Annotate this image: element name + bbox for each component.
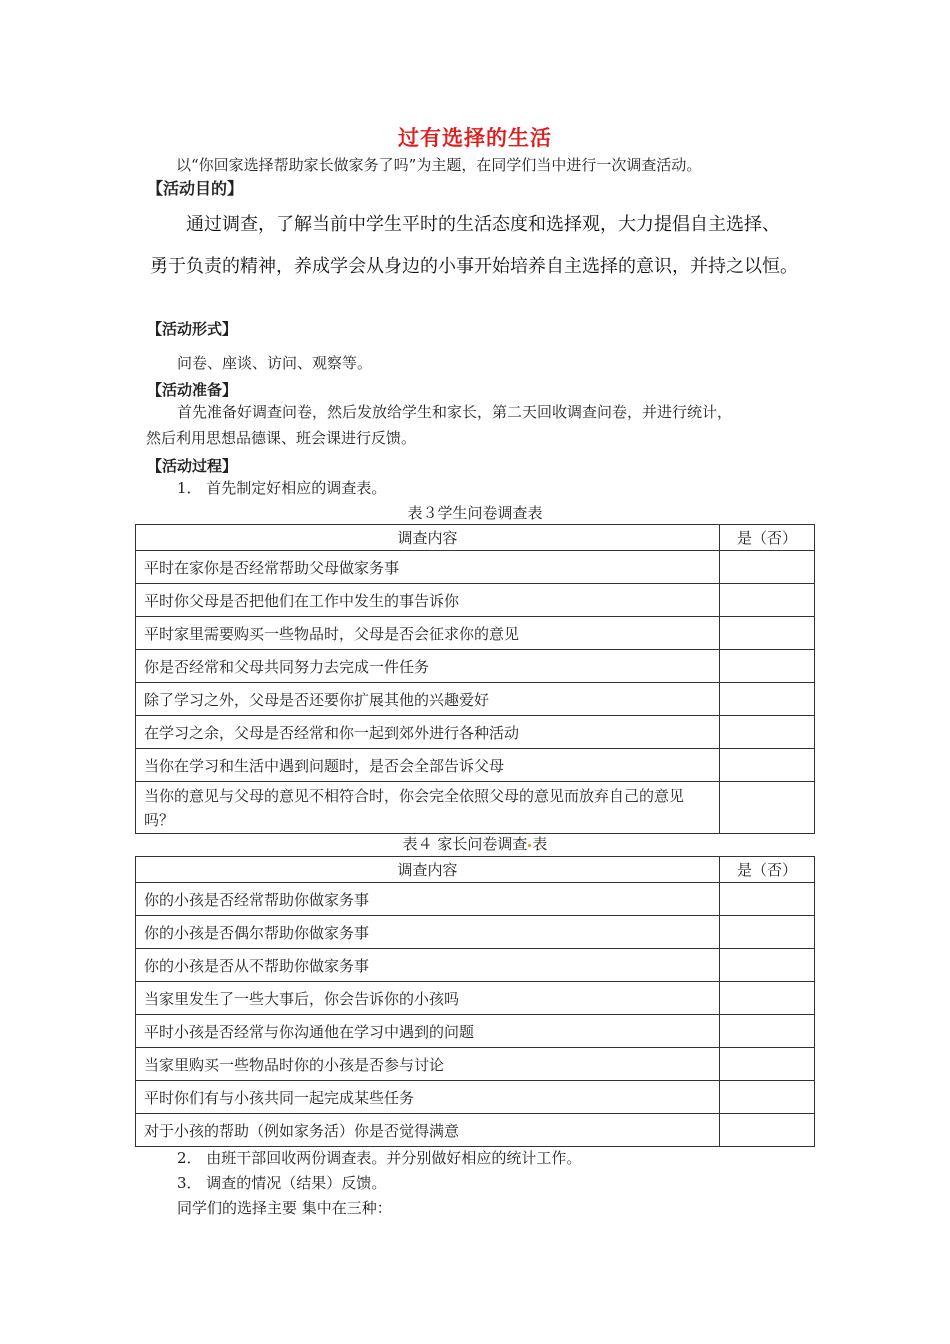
- intro-paragraph: 以“你回家选择帮助家长做家务了吗”为主题，在同学们当中进行一次调查活动。: [176, 156, 702, 174]
- prep-heading: 【活动准备】: [147, 381, 238, 399]
- table4-caption: [0, 833, 950, 854]
- header-content: 调查内容: [136, 525, 720, 551]
- process-step-2: 2． 由班干部回收两份调查表。并分别做好相应的统计工作。: [177, 1149, 582, 1167]
- process-heading: 【活动过程】: [147, 457, 238, 475]
- answer-cell[interactable]: [720, 617, 815, 650]
- question-cell: 你的小孩是否经常帮助你做家务事: [136, 883, 720, 916]
- question-cell: 平时家里需要购买一些物品时，父母是否会征求你的意见: [136, 617, 720, 650]
- question-cell: 对于小孩的帮助（例如家务活）你是否觉得满意: [136, 1114, 720, 1147]
- closing-line: 同学们的选择主要 集中在三种：: [177, 1199, 392, 1217]
- question-cell: 平时你父母是否把他们在工作中发生的事告诉你: [136, 584, 720, 617]
- question-cell: 你的小孩是否偶尔帮助你做家务事: [136, 916, 720, 949]
- table-row: [136, 617, 815, 650]
- purpose-text: [150, 204, 830, 288]
- answer-cell[interactable]: [720, 650, 815, 683]
- table-row: [136, 716, 815, 749]
- header-content: 调查内容: [136, 857, 720, 883]
- table-row: [136, 1015, 815, 1048]
- table3-caption: 表３学生问卷调查表: [407, 504, 543, 522]
- answer-cell[interactable]: [720, 1114, 815, 1147]
- table-row: [136, 949, 815, 982]
- purpose-line-2: 勇于负责的精神，养成学会从身边的小事开始培养自主选择的意识，并持之以恒。: [150, 256, 798, 277]
- table-row: [136, 1081, 815, 1114]
- question-cell: 当家里购买一些物品时你的小孩是否参与讨论: [136, 1048, 720, 1081]
- answer-cell[interactable]: [720, 749, 815, 782]
- table-header-row: [136, 525, 815, 551]
- purpose-heading: 【活动目的】: [147, 179, 244, 198]
- answer-cell[interactable]: [720, 551, 815, 584]
- table-row: [136, 1048, 815, 1081]
- answer-cell[interactable]: [720, 716, 815, 749]
- question-cell: 平时小孩是否经常与你沟通他在学习中遇到的问题: [136, 1015, 720, 1048]
- form-text: 问卷、座谈、访问、观察等。: [177, 354, 373, 372]
- process-step-1: 1． 首先制定好相应的调查表。: [177, 479, 387, 497]
- table-header-row: [136, 857, 815, 883]
- table-row: [136, 650, 815, 683]
- table-row: [136, 749, 815, 782]
- table4-caption-suffix: 表: [532, 835, 548, 853]
- question-cell: 你的小孩是否从不帮助你做家务事: [136, 949, 720, 982]
- table-row: [136, 782, 815, 834]
- header-answer: 是（否）: [720, 525, 815, 551]
- answer-cell[interactable]: [720, 949, 815, 982]
- question-cell: 平时你们有与小孩共同一起完成某些任务: [136, 1081, 720, 1114]
- document-title: 过有选择的生活: [398, 125, 552, 150]
- table-row: [136, 683, 815, 716]
- question-cell: 当家里发生了一些大事后，你会告诉你的小孩吗: [136, 982, 720, 1015]
- answer-cell[interactable]: [720, 1048, 815, 1081]
- table-row: [136, 982, 815, 1015]
- prep-line-2: 然后利用思想品德课、班会课进行反馈。: [146, 429, 417, 447]
- table4-caption-text: 表４ 家长问卷调查: [402, 835, 528, 853]
- question-cell: 除了学习之外，父母是否还要你扩展其他的兴趣爱好: [136, 683, 720, 716]
- question-cell: 你是否经常和父母共同努力去完成一件任务: [136, 650, 720, 683]
- table-row: [136, 1114, 815, 1147]
- question-cell: 平时在家你是否经常帮助父母做家务事: [136, 551, 720, 584]
- process-step-3: 3． 调查的情况（结果）反馈。: [177, 1174, 387, 1192]
- prep-line-1: 首先准备好调查问卷，然后发放给学生和家长，第二天回收调查问卷，并进行统计，: [177, 403, 733, 421]
- student-survey-table: [135, 524, 815, 834]
- answer-cell[interactable]: [720, 916, 815, 949]
- header-answer: 是（否）: [720, 857, 815, 883]
- table-row: [136, 916, 815, 949]
- answer-cell[interactable]: [720, 1081, 815, 1114]
- question-cell: 当你的意见与父母的意见不相符合时，你会完全依照父母的意见而放弃自己的意见吗？: [136, 782, 720, 834]
- table-row: [136, 584, 815, 617]
- answer-cell[interactable]: [720, 982, 815, 1015]
- answer-cell[interactable]: [720, 1015, 815, 1048]
- question-cell: 当你在学习和生活中遇到问题时，是否会全部告诉父母: [136, 749, 720, 782]
- table-row: [136, 883, 815, 916]
- purpose-line-1: 通过调查，了解当前中学生平时的生活态度和选择观，大力提倡自主选择、: [186, 214, 780, 235]
- mark-dot-icon: [528, 844, 531, 847]
- answer-cell[interactable]: [720, 683, 815, 716]
- form-heading: 【活动形式】: [147, 320, 238, 338]
- question-cell: 在学习之余，父母是否经常和你一起到郊外进行各种活动: [136, 716, 720, 749]
- answer-cell[interactable]: [720, 782, 815, 834]
- answer-cell[interactable]: [720, 584, 815, 617]
- parent-survey-table: [135, 856, 815, 1147]
- table-row: [136, 551, 815, 584]
- answer-cell[interactable]: [720, 883, 815, 916]
